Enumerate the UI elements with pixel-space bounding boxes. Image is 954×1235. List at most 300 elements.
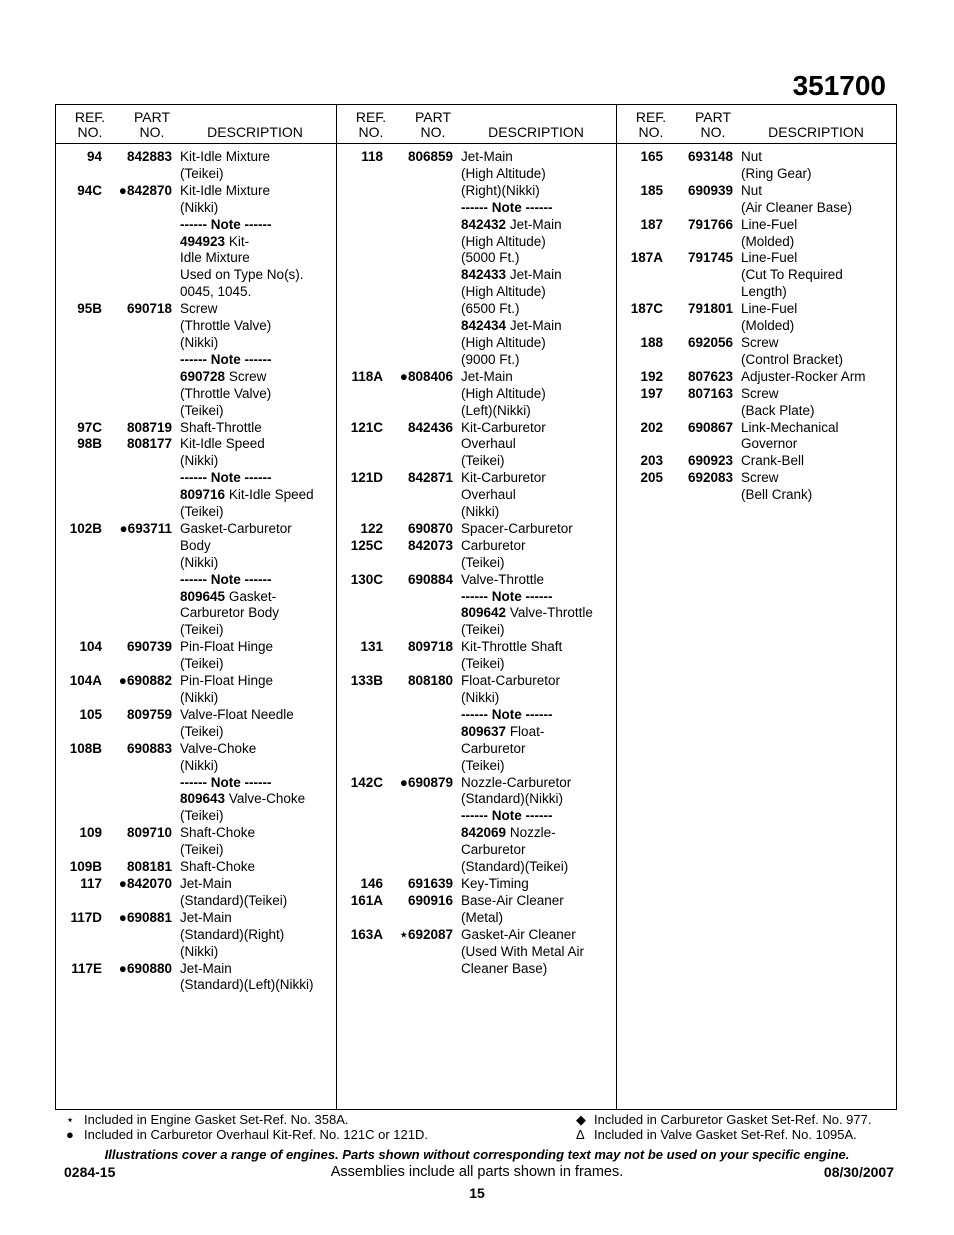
description-line: ------ Note ------ <box>180 216 272 232</box>
description-line: Jet-Main <box>180 875 232 891</box>
ref-header: REF. NO. <box>635 109 667 140</box>
description-header: DESCRIPTION <box>768 124 864 140</box>
part-description <box>461 673 617 774</box>
part-description <box>180 639 336 673</box>
description-line: Body <box>180 537 211 553</box>
description-line: (Back Plate) <box>741 402 815 418</box>
part-row <box>337 420 616 471</box>
diamond-icon: ◆ <box>576 1112 586 1127</box>
part-number: 809718 <box>407 639 453 655</box>
ref-number: 122 <box>360 520 383 536</box>
ref-header: REF. NO. <box>355 109 387 140</box>
ref-number: 105 <box>79 706 102 722</box>
part-row <box>56 436 336 521</box>
ref-number: 109B <box>69 859 102 875</box>
description-line: Key-Timing <box>461 875 529 891</box>
part-description <box>461 927 617 978</box>
ref-number: 104 <box>79 639 102 655</box>
column-header <box>56 110 336 142</box>
description-line: Jet-Main <box>461 149 513 164</box>
description-line: Jet-Main <box>180 960 232 976</box>
description-line: (Nikki) <box>180 334 219 350</box>
part-number: 809759 <box>126 706 172 722</box>
part-row <box>56 910 336 961</box>
ref-number: 94C <box>77 182 102 198</box>
description-line: ------ Note ------ <box>461 588 553 604</box>
part-description <box>180 876 336 910</box>
part-description <box>180 825 336 859</box>
ref-number: 188 <box>640 334 663 350</box>
parts-column-1 <box>56 105 336 1109</box>
assemblies-note: Assemblies include all parts shown in frames. <box>330 1164 624 1180</box>
ref-number: 97C <box>77 419 102 435</box>
part-row <box>56 301 336 419</box>
part-row <box>56 149 336 183</box>
description-line: Kit-Idle Mixture <box>180 149 271 164</box>
part-number: 692083 <box>687 470 733 486</box>
part-row <box>56 673 336 707</box>
description-line: Carburetor <box>461 537 526 553</box>
ref-number: 197 <box>640 385 663 401</box>
description-line: Line-Fuel <box>741 216 798 232</box>
description-line: ------ Note ------ <box>180 470 272 486</box>
ref-number: 142C <box>350 774 383 790</box>
description-line: (High Altitude) <box>461 385 546 401</box>
description-line: Pin-Float Hinge <box>180 639 274 655</box>
description-line: (Standard)(Right) <box>180 926 285 942</box>
part-header: PART NO. <box>414 109 452 140</box>
ref-number: 117D <box>70 909 102 925</box>
description-line: (Ring Gear) <box>741 165 812 181</box>
description-line: Cleaner Base) <box>461 960 548 976</box>
description-line: (Molded) <box>741 233 795 249</box>
part-number: 842871 <box>407 470 453 486</box>
description-line: (Teikei) <box>461 554 505 570</box>
description-line: Pin-Float Hinge <box>180 673 274 689</box>
part-row <box>56 741 336 826</box>
ref-number: 202 <box>640 419 663 435</box>
part-row <box>617 335 896 369</box>
ref-number: 146 <box>360 875 383 891</box>
part-description <box>180 741 336 826</box>
part-number: 690718 <box>126 301 172 317</box>
footnote: ● Included in Carburetor Overhaul Kit-Ref. No. 121C or 121D. <box>66 1127 428 1142</box>
part-header: PART NO. <box>133 109 171 140</box>
part-row <box>337 673 616 774</box>
part-number: ●842870 <box>118 182 172 198</box>
ref-number: 109 <box>79 825 102 841</box>
delta-icon: Δ <box>576 1127 585 1142</box>
ref-number: 121C <box>350 419 383 435</box>
part-description <box>180 420 336 437</box>
part-number: ●690879 <box>399 774 453 790</box>
ref-header: REF. NO. <box>74 109 106 140</box>
part-number: 808180 <box>407 673 453 689</box>
footnote: Δ Included in Valve Gasket Set-Ref. No. 1095A. <box>576 1127 857 1142</box>
description-line: Line-Fuel <box>741 250 798 266</box>
footnotes-right <box>576 1112 871 1142</box>
description-line: (Standard)(Left)(Nikki) <box>180 977 314 993</box>
parts-column-2 <box>337 105 616 1109</box>
ref-number: 130C <box>350 571 383 587</box>
description-line: (Nikki) <box>180 690 219 705</box>
description-line: (Teikei) <box>180 504 224 520</box>
ref-number: 102B <box>69 520 102 536</box>
part-row <box>337 521 616 538</box>
part-number: 690883 <box>126 740 172 756</box>
description-line: 809645 Gasket- <box>180 588 277 604</box>
part-number: 842436 <box>407 419 453 435</box>
part-row <box>337 369 616 420</box>
description-line: (Bell Crank) <box>741 487 813 503</box>
part-description <box>461 470 617 521</box>
description-line: (Teikei) <box>461 757 505 773</box>
description-line: Adjuster-Rocker Arm <box>741 368 866 384</box>
description-line: (Right)(Nikki) <box>461 182 540 198</box>
part-description <box>461 538 617 572</box>
part-number: 690884 <box>407 571 453 587</box>
description-line: (Throttle Valve) <box>180 385 272 401</box>
part-number: 691639 <box>407 875 453 891</box>
page-number: 15 <box>469 1185 485 1201</box>
part-row <box>337 876 616 893</box>
ref-number: 205 <box>640 470 663 486</box>
part-row <box>56 876 336 910</box>
part-number: 690870 <box>407 520 453 536</box>
part-row <box>56 639 336 673</box>
part-row <box>337 639 616 673</box>
description-line: (Standard)(Nikki) <box>461 791 564 807</box>
part-number: 807163 <box>687 385 733 401</box>
description-line: (Teikei) <box>461 453 505 469</box>
part-row <box>617 369 896 386</box>
description-line: (Nikki) <box>180 199 219 215</box>
column-header <box>337 110 616 142</box>
description-line: (Standard)(Teikei) <box>180 892 288 908</box>
column-header <box>617 110 896 142</box>
part-row <box>617 470 896 504</box>
part-number: 807623 <box>687 368 733 384</box>
description-line: Gasket-Carburetor <box>180 520 292 536</box>
part-row <box>337 775 616 876</box>
description-line: Idle Mixture <box>180 250 250 266</box>
description-line: Valve-Float Needle <box>180 706 294 722</box>
description-line: 690728 Screw <box>180 368 267 384</box>
part-number: 842883 <box>126 149 172 164</box>
part-row <box>617 149 896 183</box>
part-number: ●690880 <box>118 960 172 976</box>
part-number: 809710 <box>126 825 172 841</box>
description-line: Crank-Bell <box>741 453 805 469</box>
part-number: 791766 <box>687 216 733 232</box>
part-number: 690923 <box>687 453 733 469</box>
footnotes-left <box>66 1112 428 1142</box>
part-row <box>617 183 896 217</box>
part-row <box>56 961 336 995</box>
description-line: Governor <box>741 436 798 452</box>
part-number: 690916 <box>407 892 453 908</box>
part-description <box>180 301 336 419</box>
description-line: ------ Note ------ <box>461 706 553 722</box>
part-number: ⋆692087 <box>399 926 453 942</box>
description-line: Carburetor Body <box>180 605 280 621</box>
description-line: (5000 Ft.) <box>461 250 520 266</box>
part-description <box>741 453 897 470</box>
part-row <box>617 420 896 454</box>
part-row <box>617 217 896 251</box>
part-description <box>461 876 617 893</box>
ref-number: 192 <box>640 368 663 384</box>
part-row <box>337 893 616 927</box>
part-description <box>180 436 336 521</box>
disclaimer: Illustrations cover a range of engines. Parts shown without corresponding text may not be used on your specific engine. <box>104 1147 850 1162</box>
part-description <box>741 217 897 251</box>
document-code: 0284-15 <box>64 1164 116 1180</box>
part-description <box>461 521 617 538</box>
ref-number: 95B <box>77 301 102 317</box>
part-number: 693148 <box>687 149 733 164</box>
bullet-icon: ● <box>66 1127 74 1142</box>
part-number: 808177 <box>126 436 172 452</box>
part-row <box>337 572 616 640</box>
description-line: Shaft-Choke <box>180 825 256 841</box>
description-line: (9000 Ft.) <box>461 351 520 367</box>
ref-number: 121D <box>350 470 383 486</box>
part-description <box>741 420 897 454</box>
description-line: (High Altitude) <box>461 165 546 181</box>
part-row <box>56 825 336 859</box>
part-description <box>180 673 336 707</box>
ref-number: 94 <box>86 149 102 164</box>
description-line: (Nikki) <box>180 554 219 570</box>
part-description <box>741 335 897 369</box>
part-number: 791745 <box>687 250 733 266</box>
description-line: 809716 Kit-Idle Speed <box>180 487 314 503</box>
part-number: ●693711 <box>119 520 172 536</box>
description-line: Base-Air Cleaner <box>461 892 564 908</box>
description-line: 842069 Nozzle- <box>461 825 556 841</box>
description-line: ------ Note ------ <box>180 774 272 790</box>
description-line: (Nikki) <box>180 943 219 959</box>
part-number: 806859 <box>407 149 453 164</box>
star-icon: ⋆ <box>66 1112 75 1127</box>
part-number: 690739 <box>126 639 172 655</box>
description-line: Jet-Main <box>461 368 513 384</box>
description-line: 842433 Jet-Main <box>461 267 562 283</box>
description-line: Carburetor <box>461 842 526 858</box>
description-line: (Teikei) <box>180 808 224 824</box>
part-description <box>461 893 617 927</box>
part-row <box>337 470 616 521</box>
description-line: Spacer-Carburetor <box>461 520 573 536</box>
part-number: 692056 <box>687 334 733 350</box>
description-line: (Teikei) <box>180 165 224 181</box>
description-line: (Nikki) <box>461 690 500 705</box>
parts-table <box>55 104 897 1110</box>
ref-number: 185 <box>640 182 663 198</box>
description-line: (Teikei) <box>180 402 224 418</box>
part-description <box>461 149 617 369</box>
part-description <box>180 183 336 301</box>
description-line: (Molded) <box>741 318 795 334</box>
part-description <box>461 420 617 471</box>
description-line: Float-Carburetor <box>461 673 561 689</box>
part-row <box>617 386 896 420</box>
description-line: (Nikki) <box>180 453 219 469</box>
part-description <box>741 386 897 420</box>
description-line: ------ Note ------ <box>461 199 553 215</box>
part-row <box>337 538 616 572</box>
description-line: (Throttle Valve) <box>180 318 272 334</box>
ref-number: 187 <box>640 216 663 232</box>
description-line: Kit-Carburetor <box>461 470 546 486</box>
part-description <box>461 369 617 420</box>
ref-number: 104A <box>69 673 102 689</box>
part-row <box>337 927 616 978</box>
description-line: (Nikki) <box>461 504 500 520</box>
part-description <box>180 859 336 876</box>
part-number: 808181 <box>126 859 172 875</box>
description-line: Valve-Choke <box>180 740 257 756</box>
ref-number: 133B <box>350 673 383 689</box>
description-line: (Teikei) <box>180 622 224 638</box>
parts-list <box>617 149 896 504</box>
description-header: DESCRIPTION <box>488 124 584 140</box>
description-line: Nozzle-Carburetor <box>461 774 572 790</box>
part-number: 690939 <box>687 182 733 198</box>
ref-number: 117E <box>71 960 102 976</box>
ref-number: 161A <box>350 892 383 908</box>
part-row <box>56 521 336 639</box>
part-description <box>180 521 336 639</box>
description-header: DESCRIPTION <box>207 124 303 140</box>
description-line: 809637 Float- <box>461 723 545 739</box>
description-line: 494923 Kit- <box>180 233 250 249</box>
description-line: (High Altitude) <box>461 334 546 350</box>
part-description <box>180 961 336 995</box>
ref-number: 117 <box>80 875 102 891</box>
description-line: (6500 Ft.) <box>461 301 520 317</box>
ref-number: 163A <box>350 926 383 942</box>
part-description <box>741 250 897 301</box>
description-line: ------ Note ------ <box>180 571 272 587</box>
description-line: Screw <box>180 301 218 317</box>
description-line: Shaft-Choke <box>180 859 256 875</box>
part-number: ●690882 <box>118 673 172 689</box>
description-line: Kit-Carburetor <box>461 419 546 435</box>
description-line: Valve-Throttle <box>461 571 545 587</box>
ref-number: 118A <box>351 368 383 384</box>
part-row <box>617 250 896 301</box>
part-row <box>56 183 336 301</box>
ref-number: 131 <box>360 639 383 655</box>
description-line: 809643 Valve-Choke <box>180 791 306 807</box>
document-date: 08/30/2007 <box>823 1164 894 1180</box>
part-number: 842073 <box>407 537 453 553</box>
description-line: Nut <box>741 182 763 198</box>
ref-number: 203 <box>640 453 663 469</box>
description-line: Gasket-Air Cleaner <box>461 926 576 942</box>
description-line: (Teikei) <box>180 723 224 739</box>
ref-number: 98B <box>77 436 102 452</box>
ref-number: 187A <box>630 250 663 266</box>
description-line: 0045, 1045. <box>180 284 252 300</box>
description-line: Length) <box>741 284 787 300</box>
part-row <box>337 149 616 369</box>
description-line: Carburetor <box>461 740 526 756</box>
description-line: 809642 Valve-Throttle <box>461 605 593 621</box>
ref-number: 108B <box>69 740 102 756</box>
description-line: Overhaul <box>461 436 516 452</box>
description-line: Shaft-Throttle <box>180 419 262 435</box>
part-number: 808719 <box>126 419 172 435</box>
description-line: Line-Fuel <box>741 301 798 317</box>
part-row <box>56 859 336 876</box>
parts-list <box>337 149 616 977</box>
ref-number: 118 <box>361 149 383 164</box>
description-line: ------ Note ------ <box>180 351 272 367</box>
ref-number: 165 <box>640 149 663 164</box>
description-line: (Cut To Required <box>741 267 843 283</box>
description-line: Link-Mechanical <box>741 419 839 435</box>
part-row <box>56 707 336 741</box>
part-description <box>180 910 336 961</box>
description-line: (High Altitude) <box>461 233 546 249</box>
description-line: Overhaul <box>461 487 516 503</box>
description-line: Screw <box>741 470 779 486</box>
description-line: (Teikei) <box>461 622 505 638</box>
part-number: 690867 <box>687 419 733 435</box>
description-line: ------ Note ------ <box>461 808 553 824</box>
description-line: Jet-Main <box>180 909 232 925</box>
description-line: (Metal) <box>461 909 504 925</box>
parts-column-3 <box>617 105 896 1109</box>
description-line: (Teikei) <box>461 656 505 672</box>
description-line: 842432 Jet-Main <box>461 216 562 232</box>
part-description <box>180 149 336 183</box>
part-row <box>617 453 896 470</box>
description-line: (Left)(Nikki) <box>461 402 531 418</box>
part-description <box>461 572 617 640</box>
description-line: (Air Cleaner Base) <box>741 199 853 215</box>
description-line: Screw <box>741 385 779 401</box>
description-line: Kit-Idle Speed <box>180 436 265 452</box>
part-description <box>461 639 617 673</box>
description-line: 842434 Jet-Main <box>461 318 562 334</box>
description-line: (Used With Metal Air <box>461 943 585 959</box>
part-number: 791801 <box>687 301 733 317</box>
description-line: Used on Type No(s). <box>180 267 304 283</box>
ref-number: 187C <box>630 301 663 317</box>
part-header: PART NO. <box>694 109 732 140</box>
part-description <box>461 775 617 876</box>
part-description <box>741 149 897 183</box>
ref-number: 125C <box>350 537 383 553</box>
part-number: ●842070 <box>118 875 172 891</box>
description-line: Kit-Throttle Shaft <box>461 639 563 655</box>
part-number: ●808406 <box>399 368 453 384</box>
description-line: Nut <box>741 149 763 164</box>
description-line: (Teikei) <box>180 842 224 858</box>
model-number: 351700 <box>792 70 886 101</box>
footnote: ◆ Included in Carburetor Gasket Set-Ref. No. 977. <box>576 1112 872 1127</box>
description-line: (Control Bracket) <box>741 351 844 367</box>
description-line: (Nikki) <box>180 757 219 773</box>
description-line: Screw <box>741 334 779 350</box>
part-description <box>741 183 897 217</box>
description-line: (Standard)(Teikei) <box>461 859 569 875</box>
part-description <box>741 470 897 504</box>
